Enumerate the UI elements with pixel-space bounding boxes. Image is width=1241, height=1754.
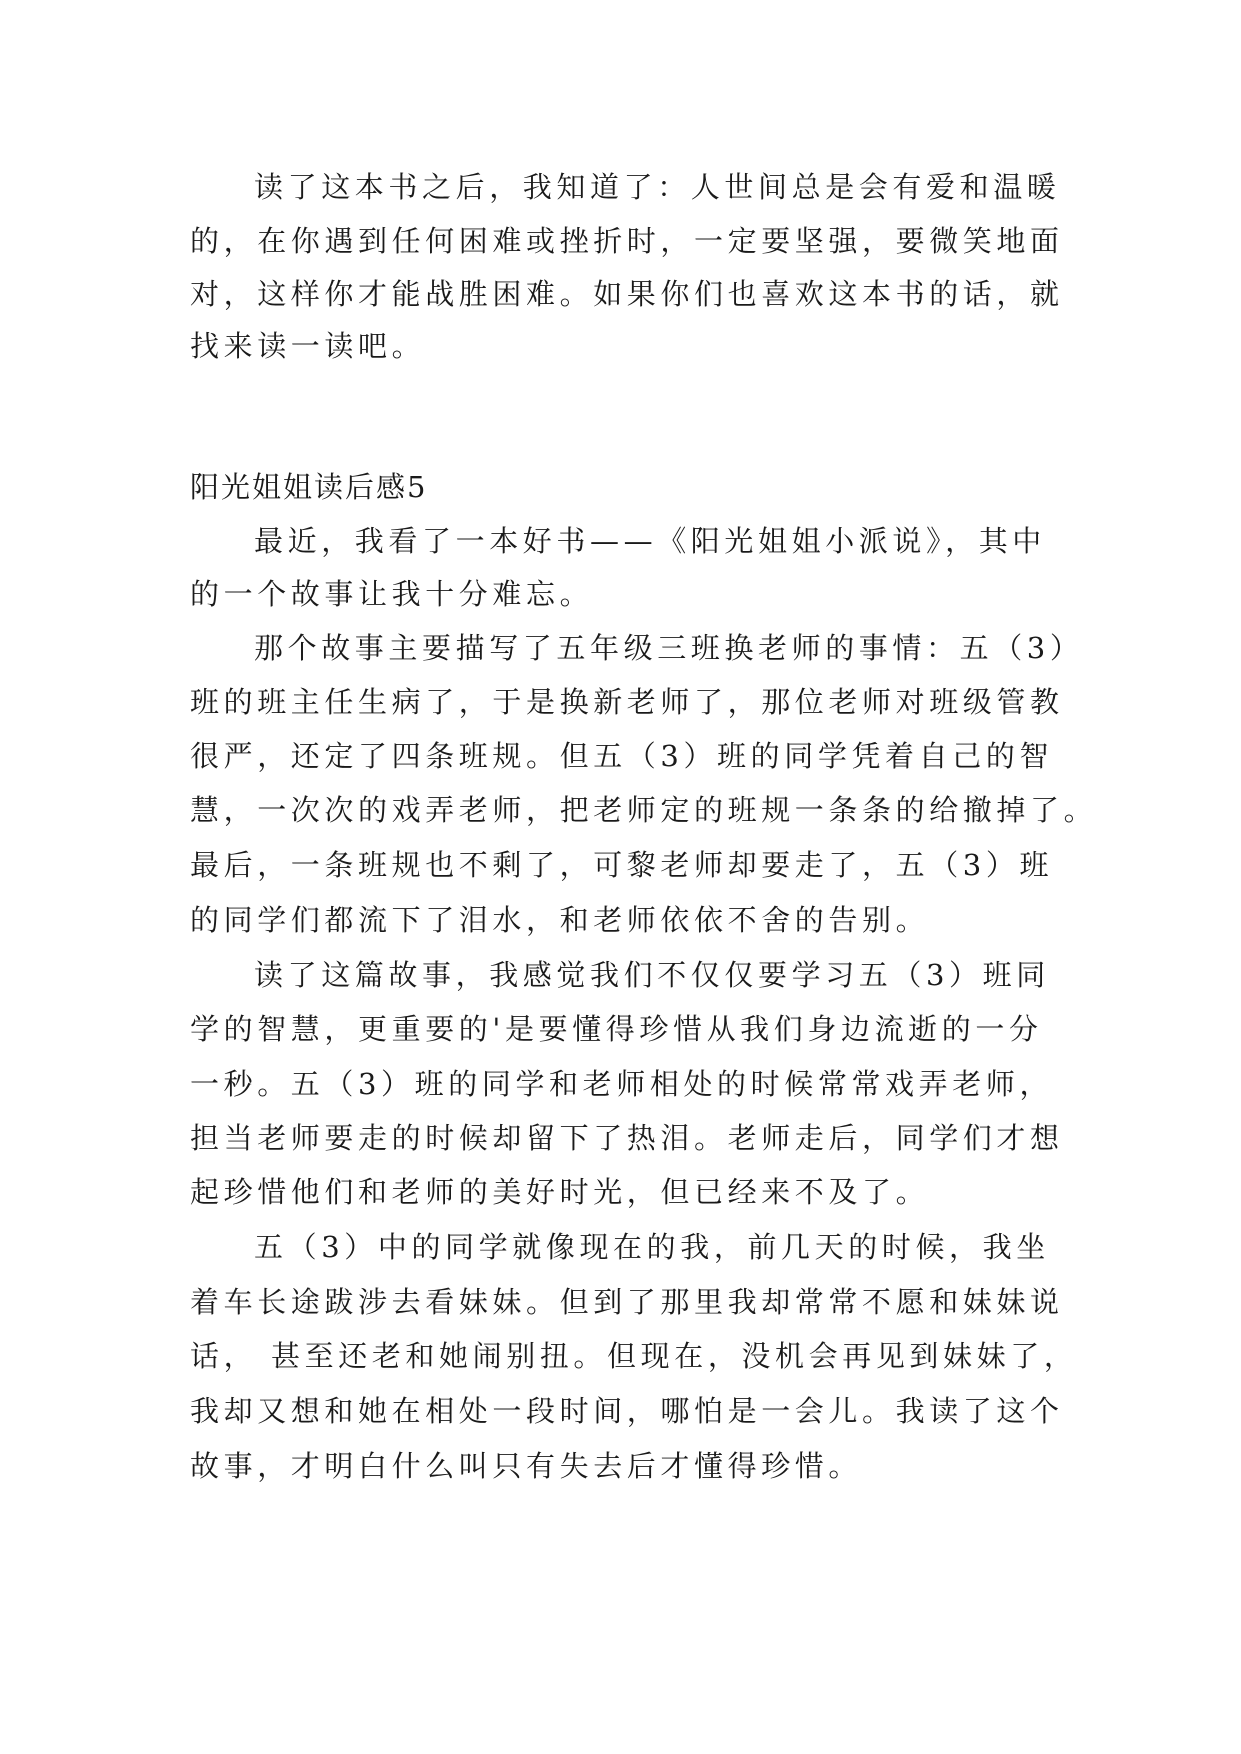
paragraph-line: 的同学们都流下了泪水，和老师依依不舍的告别。 xyxy=(190,903,930,937)
paragraph-line: 读了这篇故事，我感觉我们不仅仅要学习五（3）班同 xyxy=(254,958,1050,992)
paragraph-line: 找来读一读吧。 xyxy=(190,329,426,363)
paragraph-line: 我却又想和她在相处一段时间，哪怕是一会儿。我读了这个 xyxy=(190,1394,1064,1428)
paragraph-line: 一秒。五（3）班的同学和老师相处的时候常常戏弄老师， xyxy=(190,1067,1054,1101)
paragraph-line: 最近，我看了一本好书——《阳光姐姐小派说》，其中 xyxy=(254,524,1046,558)
paragraph-line: 故事，才明白什么叫只有失去后才懂得珍惜。 xyxy=(190,1449,863,1483)
paragraph-line: 五（3）中的同学就像现在的我，前几天的时候，我坐 xyxy=(254,1230,1050,1264)
paragraph-line: 最后，一条班规也不剩了，可黎老师却要走了，五（3）班 xyxy=(190,848,1054,882)
paragraph-line: 起珍惜他们和老师的美好时光，但已经来不及了。 xyxy=(190,1175,930,1209)
paragraph-line: 班的班主任生病了，于是换新老师了，那位老师对班级管教 xyxy=(190,685,1064,719)
paragraph-line: 很严，还定了四条班规。但五（3）班的同学凭着自己的智 xyxy=(190,739,1054,773)
section-title: 阳光姐姐读后感5 xyxy=(190,470,428,504)
paragraph-line: 慧，一次次的戏弄老师，把老师定的班规一条条的给撤掉了。 xyxy=(190,793,1098,827)
paragraph-line: 学的智慧，更重要的'是要懂得珍惜从我们身边流逝的一分 xyxy=(190,1012,1043,1046)
paragraph-line: 着车长途跋涉去看妹妹。但到了那里我却常常不愿和妹妹说 xyxy=(190,1285,1064,1319)
paragraph-line: 那个故事主要描写了五年级三班换老师的事情：五（3） xyxy=(254,631,1084,665)
paragraph-line: 话， 甚至还老和她闹别扭。但现在，没机会再见到妹妹了， xyxy=(190,1339,1078,1373)
paragraph-line: 的，在你遇到任何困难或挫折时，一定要坚强，要微笑地面 xyxy=(190,224,1064,258)
paragraph-line: 读了这本书之后，我知道了：人世间总是会有爱和温暖 xyxy=(254,170,1061,204)
paragraph-line: 的一个故事让我十分难忘。 xyxy=(190,577,594,611)
paragraph-line: 对，这样你才能战胜困难。如果你们也喜欢这本书的话，就 xyxy=(190,277,1064,311)
paragraph-line: 担当老师要走的时候却留下了热泪。老师走后，同学们才想 xyxy=(190,1121,1064,1155)
